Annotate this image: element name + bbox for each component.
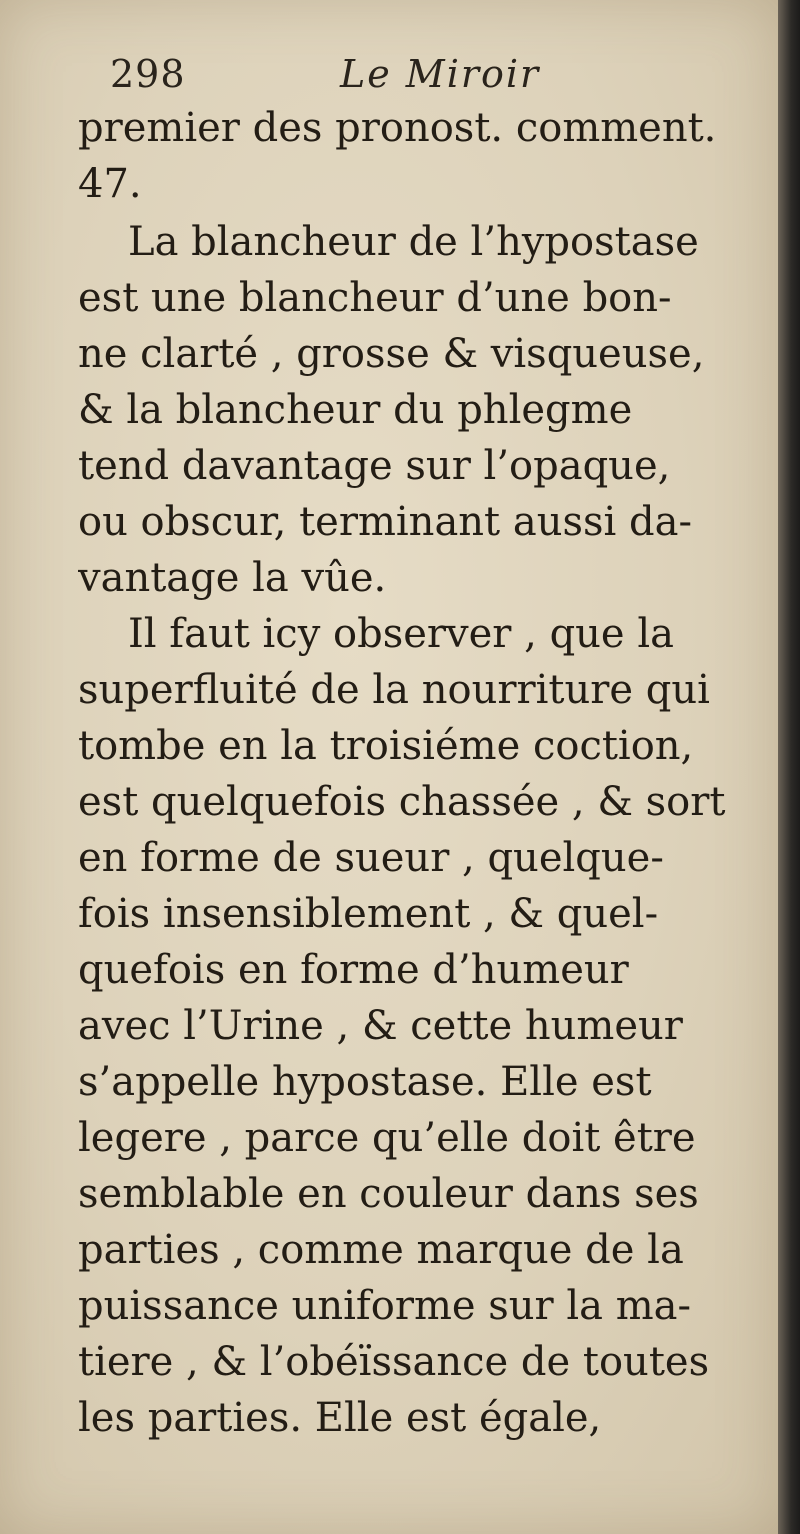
text-line: tiere , & l’obéïssance de toutes [78,1339,710,1385]
text-line: & la blancheur du phlegme [78,387,633,433]
text-line: les parties. Elle est égale, [78,1395,602,1441]
text-line: tend davantage sur l’opaque, [78,443,671,489]
text-line: est une blancheur d’une bon- [78,275,672,321]
text-line: tombe en la troisiéme coction, [78,723,694,769]
text-line: ou obscur, terminant aussi da- [78,499,692,545]
text-line: legere , parce qu’elle doit être [78,1115,696,1161]
text-line: en forme de sueur , quelque- [78,835,664,881]
text-line: fois insensiblement , & quel- [78,891,659,937]
text-line: parties , comme marque de la [78,1227,684,1273]
page-number: 298 [110,52,186,96]
book-edge-shadow [778,0,800,1534]
text-line: quefois en forme d’humeur [78,947,629,993]
text-line: ne clarté , grosse & visqueuse, [78,331,705,377]
paragraph-start-line: Il faut icy observer , que la [128,611,674,657]
text-line: avec l’Urine , & cette humeur [78,1003,683,1049]
paragraph-start-line: La blancheur de l’hypostase [128,219,699,265]
text-line: puissance uniforme sur la ma- [78,1283,692,1329]
text-line: superfluité de la nourriture qui [78,667,710,713]
text-line: est quelquefois chassée , & sort [78,779,726,825]
text-line: vantage la vûe. [78,555,387,601]
text-line: s’appelle hypostase. Elle est [78,1059,652,1105]
running-title: Le Miroir [340,52,541,96]
text-line: semblable en couleur dans ses [78,1171,699,1217]
text-line: premier des pronost. comment. [78,105,717,151]
text-line: 47. [78,161,142,207]
